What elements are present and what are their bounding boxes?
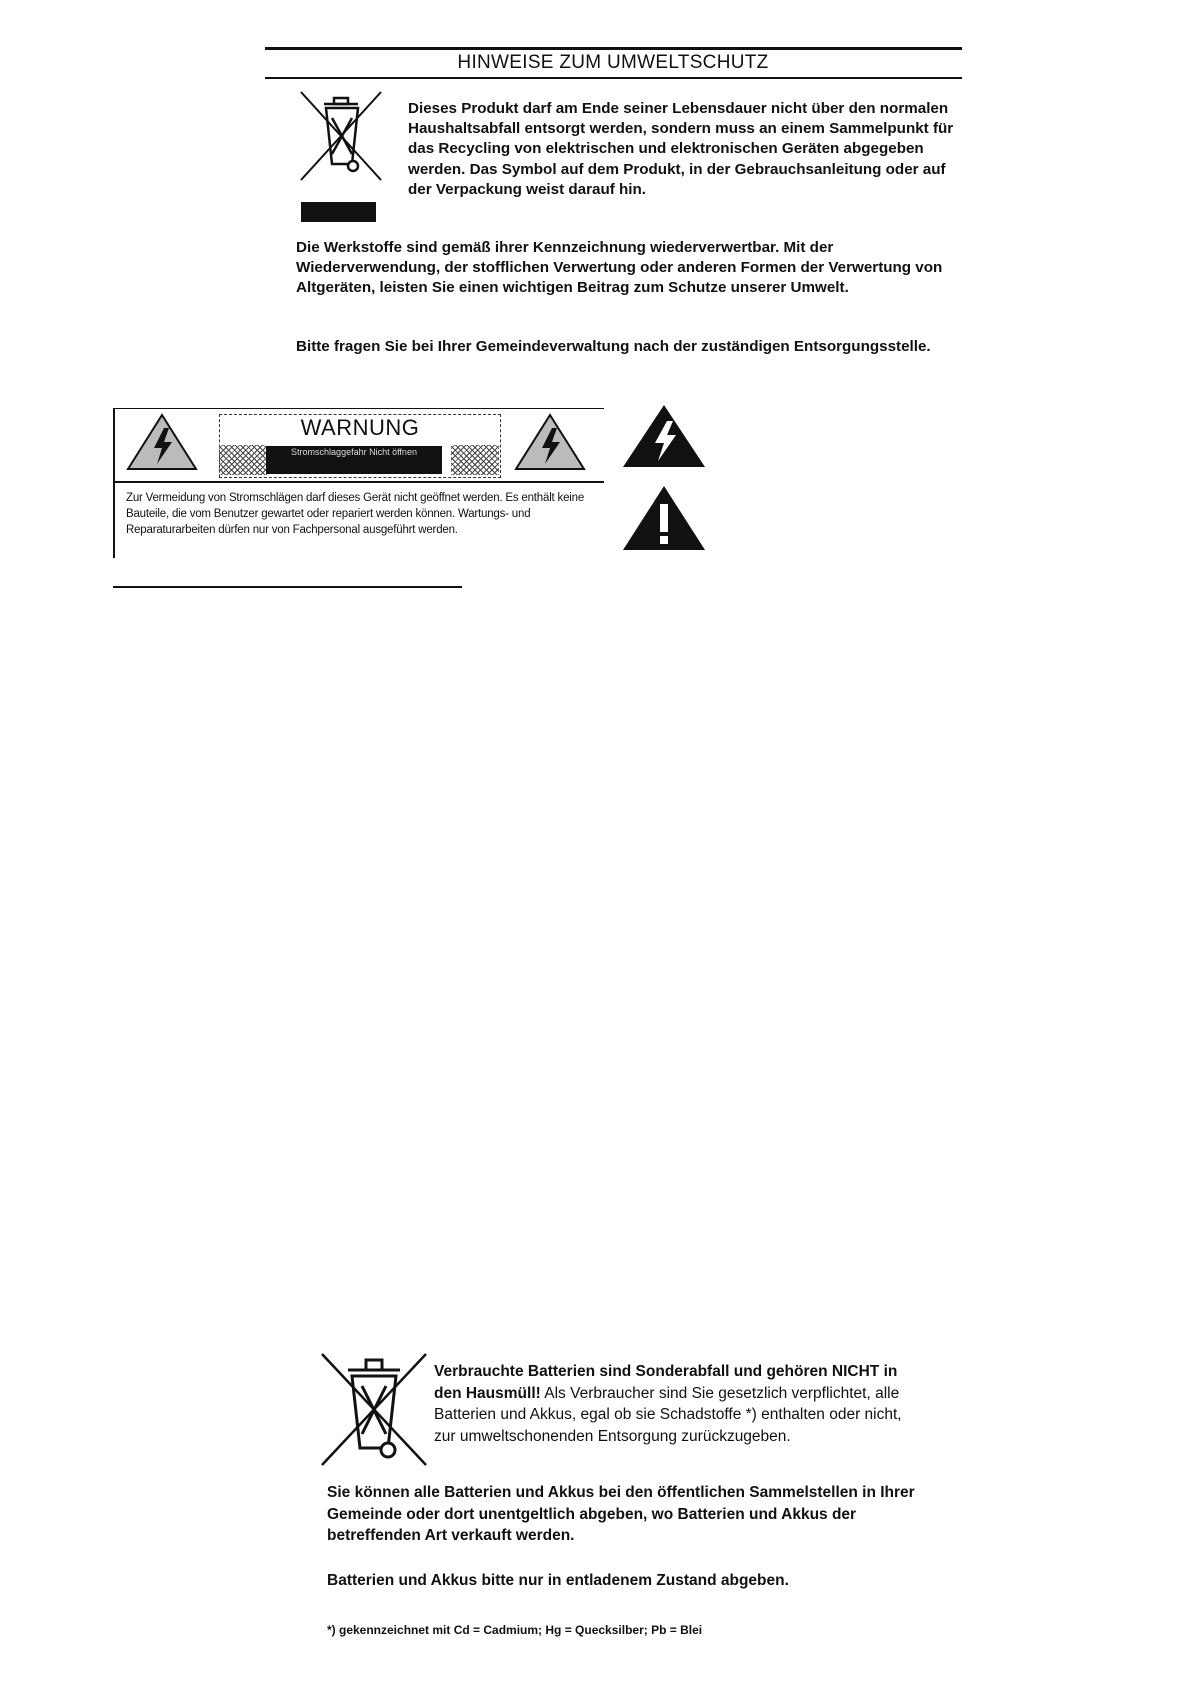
- black-bar: [301, 202, 376, 222]
- top-rule: [265, 47, 962, 50]
- crossed-out-bin-icon: [296, 90, 386, 185]
- environment-paragraph-2: Die Werkstoffe sind gemäß ihrer Kennzeichnung wiederverwertbar. Mit der Wiederverwendung, der stofflichen Verwertung oder anderen Formen der Verwertung von Altgeräten, leisten Sie einen wichtigen Beitrag zum Schutze unserer Umwelt.: [296, 239, 943, 297]
- crossed-out-bin-icon-battery: [318, 1352, 430, 1467]
- heading-underline: [265, 77, 962, 79]
- environment-paragraph-1: Dieses Produkt darf am Ende seiner Lebensdauer nicht über den normalen Haushaltsabfall entsorgt werden, sondern muss an einem Sammelpunkt für das Recycling von elektrischen und elektronischen Geräten abgegeben werden. Das Symbol auf dem Produkt, in der Gebrauchsanleitung oder auf der Verpackung weist darauf hin.: [408, 100, 954, 198]
- battery-paragraph-1: [434, 1361, 904, 1447]
- environment-heading: HINWEISE ZUM UMWELTSCHUTZ: [457, 52, 769, 73]
- warning-subtitle: Stromschlaggefahr Nicht öffnen: [266, 446, 442, 474]
- hatch-left: [219, 445, 267, 475]
- electric-hazard-icon: [126, 412, 198, 472]
- warning-text: Zur Vermeidung von Stromschlägen darf dieses Gerät nicht geöffnet werden. Es enthält keine Bauteile, die vom Benutzer gewartet oder repariert werden können. Wartungs- und Reparaturarbeiten dürfen nur von Fachpersonal ausgeführt werden.: [126, 492, 585, 536]
- electric-hazard-icon-standalone: [621, 403, 707, 469]
- section-divider: [113, 586, 462, 588]
- battery-paragraph-2: Sie können alle Batterien und Akkus bei den öffentlichen Sammelstellen in Ihrer Gemeinde oder dort unentgeltlich abgeben, wo Batterien und Akkus der betreffenden Art verkauft werden.: [327, 1484, 915, 1544]
- warning-title: WARNUNG: [300, 415, 420, 440]
- battery-paragraph-1-rest: Als Verbraucher sind Sie gesetzlich verpflichtet, alle Batterien und Akkus, egal ob sie Schadstoffe *) enthalten oder nicht, zur umweltschonenden Entsorgung zurückzugeben.: [434, 1384, 902, 1445]
- battery-paragraph-3: Batterien und Akkus bitte nur in entladenem Zustand abgeben.: [327, 1572, 789, 1589]
- battery-paragraph-1-bold: Verbrauchte Batterien sind Sonderabfall und gehören NICHT in den Hausmüll!: [434, 1363, 898, 1402]
- electric-hazard-icon-right: [514, 412, 586, 472]
- environment-paragraph-3: Bitte fragen Sie bei Ihrer Gemeindeverwaltung nach der zuständigen Entsorgungsstelle.: [296, 338, 931, 355]
- exclamation-warning-icon: [621, 484, 707, 552]
- battery-footnote: *) gekennzeichnet mit Cd = Cadmium; Hg = Quecksilber; Pb = Blei: [327, 1623, 703, 1637]
- hatch-right: [451, 445, 499, 475]
- warning-left-border: [113, 408, 115, 558]
